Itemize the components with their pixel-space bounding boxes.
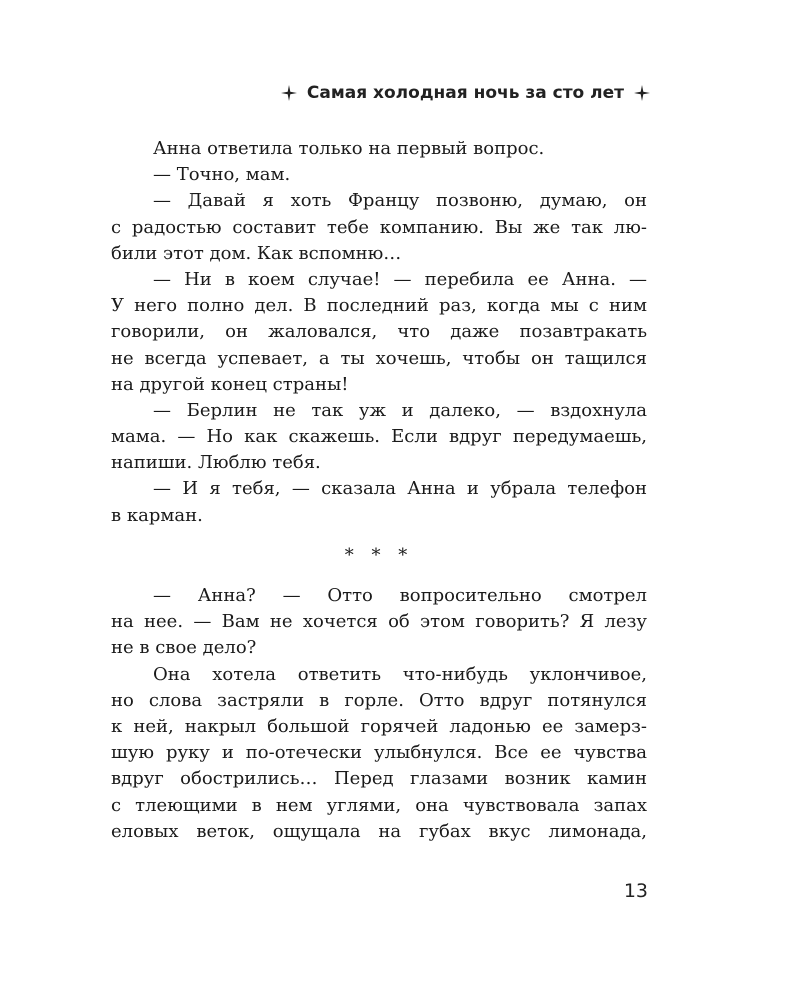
text-line: но слова застряли в горле. Отто вдруг потянулся	[111, 689, 647, 711]
star-ornament-icon	[634, 85, 650, 101]
text-line: шую руку и по-отечески улыбнулся. Все ее чувства	[111, 742, 647, 764]
text-line: — Берлин не так уж и далеко, — вздохнула	[153, 399, 647, 421]
text-line: в карман.	[111, 504, 203, 526]
text-line: вдруг обострились… Перед глазами возник камин	[111, 768, 647, 790]
text-line: говорили, он жаловался, что даже позавтракать	[111, 321, 647, 343]
text-line: — И я тебя, — сказала Анна и убрала телефон	[153, 478, 647, 500]
section-separator: * * *	[344, 544, 414, 566]
text-line: мама. — Но как скажешь. Если вдруг передумаешь,	[111, 426, 647, 448]
page-number: 13	[623, 880, 648, 902]
text-line: с тлеющими в нем углями, она чувствовала запах	[111, 794, 647, 816]
text-line: с радостью составит тебе компанию. Вы же так лю-	[111, 216, 647, 238]
text-line: еловых веток, ощущала на губах вкус лимонада,	[111, 820, 647, 842]
running-head	[281, 83, 650, 103]
text-line: на другой конец страны!	[111, 373, 349, 395]
text-line: У него полно дел. В последний раз, когда мы с ним	[111, 295, 647, 317]
body-text	[111, 136, 647, 845]
text-line: Она хотела ответить что-нибудь уклончивое,	[153, 663, 647, 685]
text-line: к ней, накрыл большой горячей ладонью ее замерз-	[111, 715, 647, 737]
text-line: били этот дом. Как вспомню…	[111, 242, 402, 264]
text-line: не в свое дело?	[111, 637, 257, 659]
text-line: Анна ответила только на первый вопрос.	[153, 138, 545, 159]
text-line: — Точно, мам.	[153, 164, 291, 186]
text-line: на нее. — Вам не хочется об этом говорить? Я лезу	[111, 611, 647, 633]
star-ornament-icon	[281, 85, 297, 101]
text-line: напиши. Люблю тебя.	[111, 452, 321, 474]
text-line: — Давай я хоть Францу позвоню, думаю, он	[153, 190, 647, 212]
text-line: не всегда успевает, а ты хочешь, чтобы он тащился	[111, 347, 647, 369]
text-line: — Ни в коем случае! — перебила ее Анна. —	[153, 268, 647, 290]
running-head-title: Самая холодная ночь за сто лет	[306, 83, 624, 103]
text-line: — Анна? — Отто вопросительно смотрел	[153, 585, 647, 606]
